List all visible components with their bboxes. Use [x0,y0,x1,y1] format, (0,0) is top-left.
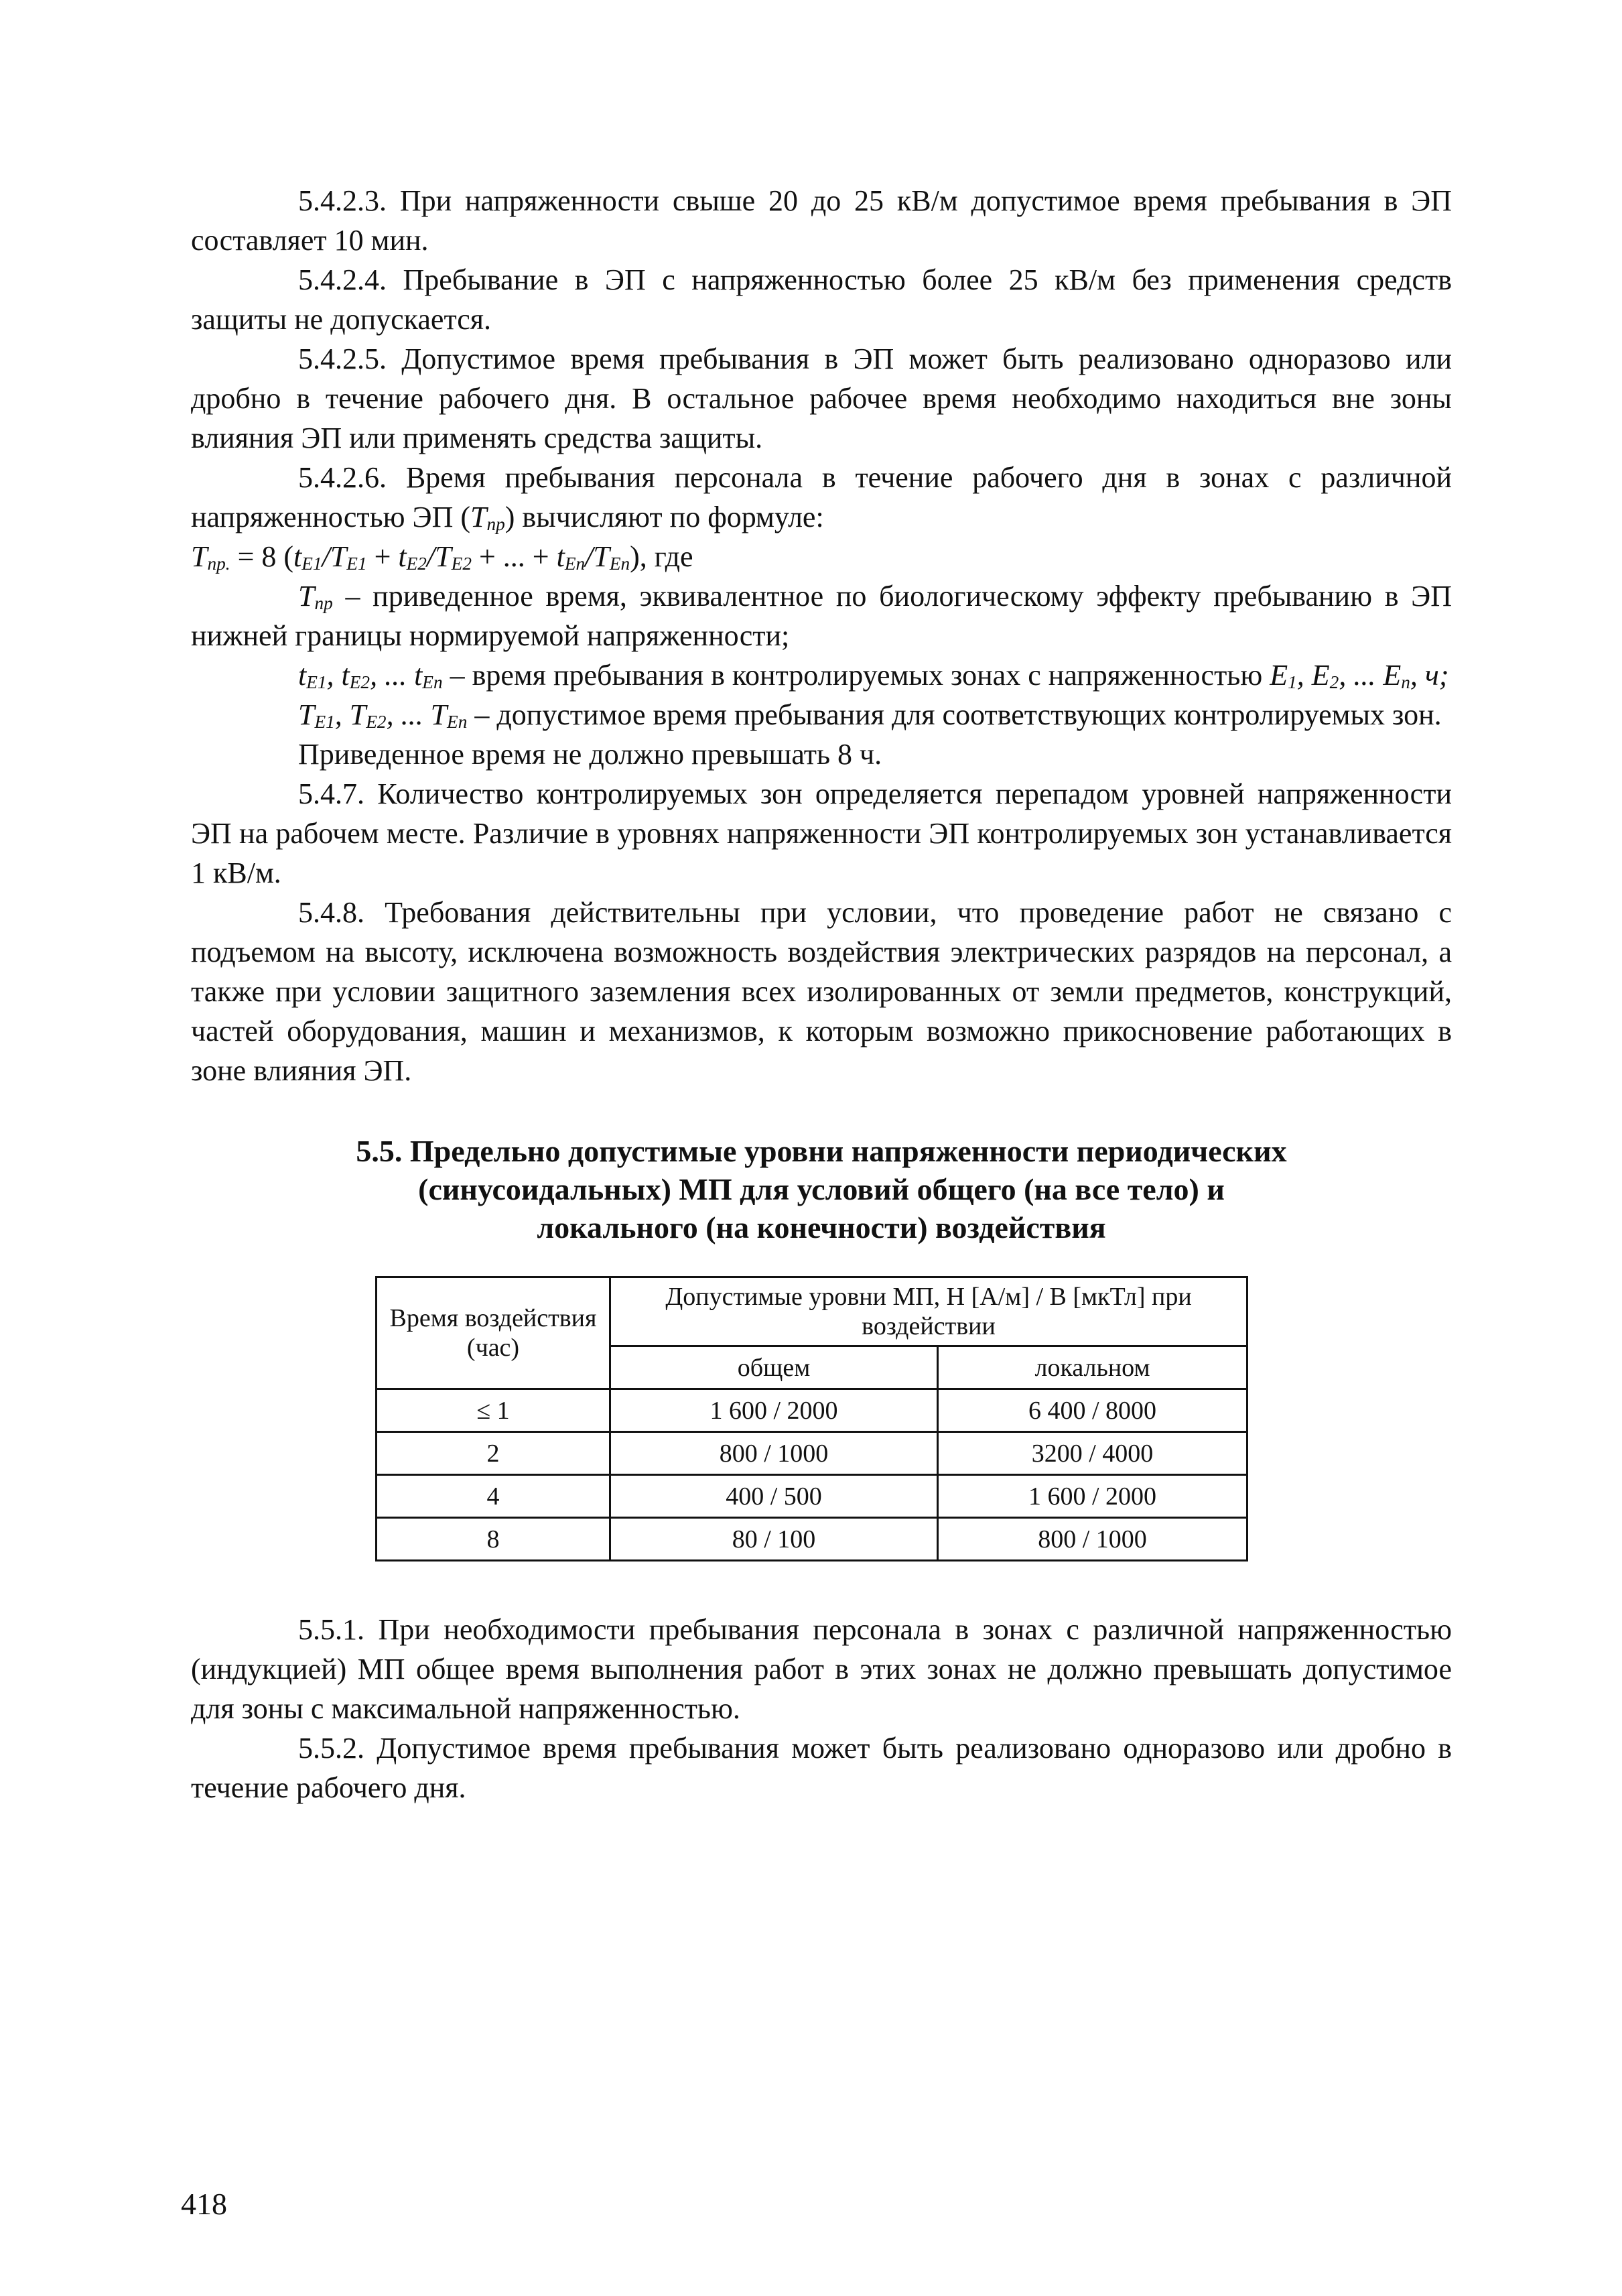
subscript: пр [314,592,333,613]
symbol-t: , ... T [386,698,448,731]
subscript: En [422,672,443,692]
formula-symbol: t [398,540,407,573]
paragraph-5-4-2-3 [191,181,1452,260]
cell-local: 800 / 1000 [938,1518,1247,1561]
clause-text: Время пребывания персонала в течение рабочего дня в зонах с различной напряженностью ЭП ( [191,461,1452,533]
formula-subscript: En [609,553,630,574]
formula-op: / [426,540,435,573]
definition-text: – допустимое время пребывания для соответствующих контролируемых зон. [467,698,1442,731]
cell-local: 6 400 / 8000 [938,1389,1247,1432]
cell-local: 3200 / 4000 [938,1432,1247,1475]
clause-number: 5.4.2.4. [298,263,387,296]
formula-subscript: E2 [451,553,472,574]
cell-general: 400 / 500 [610,1475,938,1518]
symbol-e: E [1270,659,1288,692]
symbol-e: , E [1296,659,1330,692]
cell-time: ≤ 1 [377,1389,610,1432]
formula-op: = 8 ( [230,540,294,573]
clause-text: Допустимое время пребывания в ЭП может быть реализовано одноразово или дробно в течение рабочего дня. В остальное рабочее время необходимо находиться вне зоны влияния ЭП или применять средства защиты. [191,342,1452,454]
formula-op: + ... + [471,540,557,573]
clause-text: ) вычисляют по формуле: [504,501,824,533]
cell-general: 80 / 100 [610,1518,938,1561]
formula-op: / [585,540,594,573]
formula-subscript: E1 [346,553,367,574]
formula-subscript: En [564,553,586,574]
table-row [377,1518,1247,1561]
clause-text: Количество контролируемых зон определяется перепадом уровней напряженности ЭП на рабочем месте. Различие в уровнях напряженности ЭП контролируемых зон устанавливается 1 кВ/м. [191,777,1452,889]
symbol-t: , ... t [370,659,423,692]
subscript: E2 [349,672,370,692]
paragraph-5-4-2-6 [191,458,1452,537]
clause-text: При напряженности свыше 20 до 25 кВ/м допустимое время пребывания в ЭП составляет 10 мин. [191,184,1452,257]
subscript: 2 [1329,672,1339,692]
paragraph-5-4-7 [191,774,1452,893]
definition-text: – время пребывания в контролируемых зонах с напряженностью [442,659,1270,692]
symbol-t: T [470,501,487,533]
page-content [191,181,1452,1807]
paragraph-5-4-2-5 [191,339,1452,458]
heading-line: 5.5. Предельно допустимые уровни напряженности периодических [356,1134,1287,1168]
symbol-t: t [298,659,307,692]
subscript: E1 [306,672,327,692]
header-local: локальном [938,1346,1247,1389]
header-levels: Допустимые уровни МП, Н [А/м] / В [мкТл] при воздействии [610,1277,1247,1346]
symbol-t: , T [334,698,366,731]
paragraph-5-5-2 [191,1728,1452,1807]
formula-symbol: t [293,540,302,573]
table-row [377,1432,1247,1475]
symbol-t: , t [326,659,350,692]
formula-subscript: E2 [406,553,427,574]
formula-op: / [322,540,330,573]
clause-number: 5.4.2.3. [298,184,387,217]
formula-op: + [366,540,399,573]
formula-symbol: T [593,540,610,573]
table-row [377,1389,1247,1432]
clause-number: 5.4.2.6. [298,461,387,494]
formula-symbol: T [330,540,347,573]
symbol-t: T [298,698,315,731]
clause-text: Пребывание в ЭП с напряженностью более 25 кВ/м без применения средств защиты не допускается. [191,263,1452,336]
paragraph-limit: Приведенное время не должно превышать 8 ч. [298,738,882,771]
formula-symbol: t [556,540,565,573]
heading-line: локального (на конечности) воздействия [537,1210,1106,1245]
formula-subscript: пр. [207,553,230,574]
formula-symbol: T [435,540,452,573]
cell-local: 1 600 / 2000 [938,1475,1247,1518]
page-number: 418 [181,2187,227,2221]
subscript: En [447,711,468,732]
clause-text: Допустимое время пребывания может быть реализовано одноразово или дробно в течение рабочего дня. [191,1732,1452,1804]
clause-number: 5.5.2. [298,1732,364,1765]
subscript: n [1401,672,1410,692]
formula-op: ), где [630,540,693,573]
definition-tpr [191,576,1452,655]
symbol-e: , ... E [1339,659,1402,692]
paragraph-5-4-2-4 [191,260,1452,339]
subscript: E1 [314,711,335,732]
paragraph-5-4-8 [191,893,1452,1090]
subscript: E2 [366,711,387,732]
clause-text: При необходимости пребывания персонала в зонах с различной напряженностью (индукцией) МП общее время выполнения работ в этих зонах не должно превышать допустимое для зоны с максимальной напряженностью. [191,1613,1452,1725]
table-row [377,1475,1247,1518]
clause-number: 5.4.2.5. [298,342,387,375]
definition-te [191,655,1452,695]
formula-subscript: E1 [301,553,322,574]
unit: , ч; [1410,659,1449,692]
definition-tte [191,695,1452,735]
clause-text: Требования действительны при условии, что проведение работ не связано с подъемом на высоту, исключена возможность воздействия электрических разрядов на персонал, а также при условии защитного заземления всех изолированных от земли предметов, конструкций, частей оборудования, машин и механизмов, к которым возможно прикосновение работающих в зоне влияния ЭП. [191,896,1452,1087]
subscript: 1 [1288,672,1297,692]
definition-text: – приведенное время, эквивалентное по биологическому эффекту пребыванию в ЭП нижней границы нормируемой напряженности; [191,580,1452,652]
cell-general: 800 / 1000 [610,1432,938,1475]
table-header-row [377,1277,1247,1346]
heading-line: (синусоидальных) МП для условий общего (на все тело) и [418,1172,1225,1206]
paragraph-5-5-1 [191,1610,1452,1728]
cell-time: 2 [377,1432,610,1475]
formula-symbol: T [191,540,208,573]
header-time: Время воздействия (час) [377,1277,610,1389]
cell-general: 1 600 / 2000 [610,1389,938,1432]
clause-number: 5.4.7. [298,777,364,810]
section-heading-5-5 [191,1132,1452,1247]
header-general: общем [610,1346,938,1389]
mp-levels-table [375,1276,1248,1561]
clause-number: 5.5.1. [298,1613,364,1646]
symbol-t: T [298,580,315,613]
formula [191,537,1452,576]
clause-number: 5.4.8. [298,896,364,929]
cell-time: 8 [377,1518,610,1561]
cell-time: 4 [377,1475,610,1518]
subscript: пр [486,513,505,534]
